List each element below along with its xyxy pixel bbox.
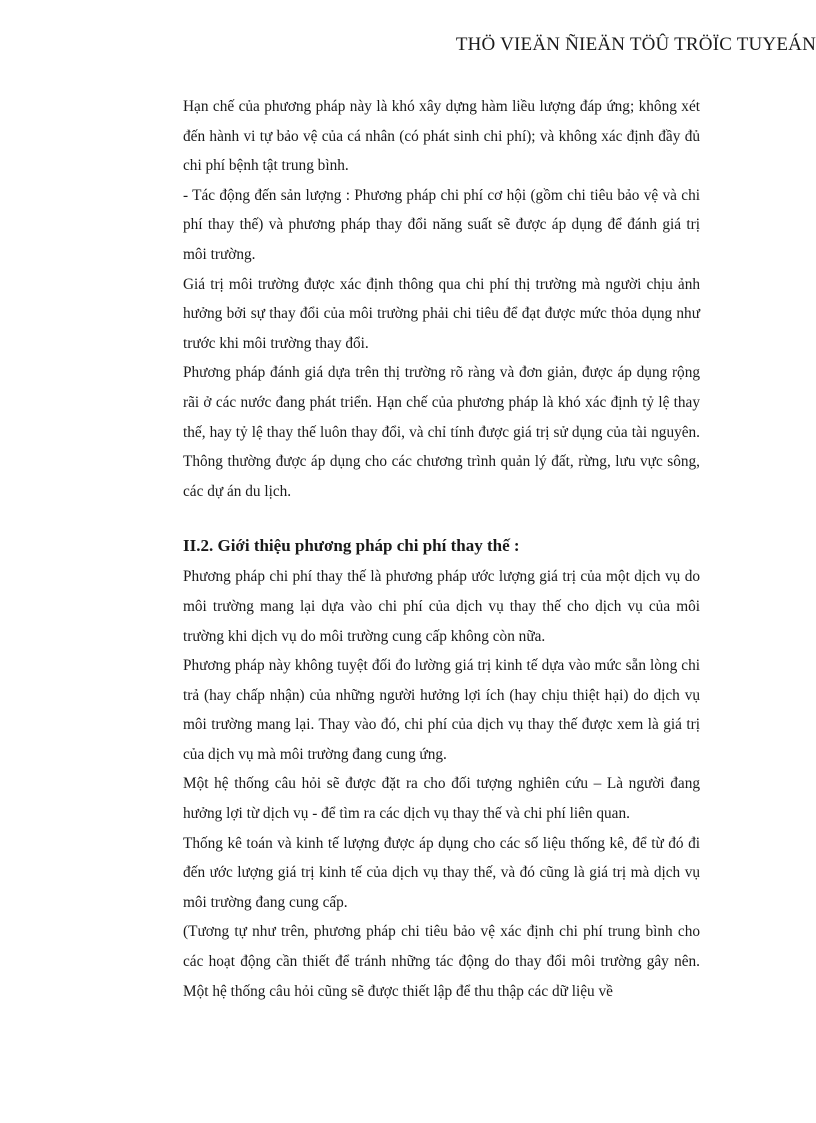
paragraph: Giá trị môi trường được xác định thông qua chi phí thị trường mà người chịu ảnh hưởng bởi sự thay đổi của môi trường phải chi tiêu để đạt được mức thỏa dụng như trước khi môi trường thay đổi.	[183, 275, 700, 352]
document-body	[183, 92, 700, 1006]
page-header: THÖ VIEÄN ÑIEÄN TÖÛ TRÖÏC TUYEÁN	[455, 34, 816, 55]
paragraph: Phương pháp đánh giá dựa trên thị trường rõ ràng và đơn giản, được áp dụng rộng rãi ở các nước đang phát triển. Hạn chế của phương pháp là khó xác định tỷ lệ thay thế, hay tỷ lệ thay thế luôn thay đổi, và chỉ tính được giá trị sử dụng của tài nguyên. Thông thường được áp dụng cho các chương trình quản lý đất, rừng, lưu vực sông, các dự án du lịch.	[183, 364, 700, 500]
section-heading: II.2. Giới thiệu phương pháp chi phí thay thế :	[183, 536, 520, 556]
paragraph: - Tác động đến sản lượng : Phương pháp chi phí cơ hội (gồm chi tiêu bảo vệ và chi phí thay thế) và phương pháp thay đổi năng suất sẽ được áp dụng để đánh giá trị môi trường.	[183, 186, 700, 263]
paragraph: Một hệ thống câu hỏi sẽ được đặt ra cho đối tượng nghiên cứu – Là người đang hưởng lợi từ dịch vụ - để tìm ra các dịch vụ thay thế và chi phí liên quan.	[183, 775, 700, 823]
paragraph: Phương pháp này không tuyệt đối đo lường giá trị kinh tế dựa vào mức sẵn lòng chi trả (hay chấp nhận) của những người hưởng lợi ích (hay chịu thiệt hại) do dịch vụ môi trường mang lại. Thay vào đó, chi phí của dịch vụ thay thế được xem là giá trị của dịch vụ mà môi trường đang cung ứng.	[183, 657, 700, 763]
paragraph: (Tương tự như trên, phương pháp chi tiêu bảo vệ xác định chi phí trung bình cho các hoạt động cần thiết để tránh những tác động do thay đổi môi trường gây nên. Một hệ thống câu hỏi cũng sẽ được thiết lập để thu thập các dữ liệu về	[183, 923, 700, 1000]
paragraph: Thống kê toán và kinh tế lượng được áp dụng cho các số liệu thống kê, để từ đó đi đến ước lượng giá trị kinh tế của dịch vụ thay thế, và đó cũng là giá trị mà dịch vụ môi trường đang cung cấp.	[183, 834, 700, 911]
paragraph: Phương pháp chi phí thay thế là phương pháp ước lượng giá trị của một dịch vụ do môi trường mang lại dựa vào chi phí của dịch vụ thay thế cho dịch vụ của môi trường khi dịch vụ do môi trường cung cấp không còn nữa.	[183, 568, 700, 645]
paragraph: Hạn chế của phương pháp này là khó xây dựng hàm liều lượng đáp ứng; không xét đến hành vi tự bảo vệ của cá nhân (có phát sinh chi phí); và không xác định đầy đủ chi phí bệnh tật trung bình.	[183, 98, 700, 175]
